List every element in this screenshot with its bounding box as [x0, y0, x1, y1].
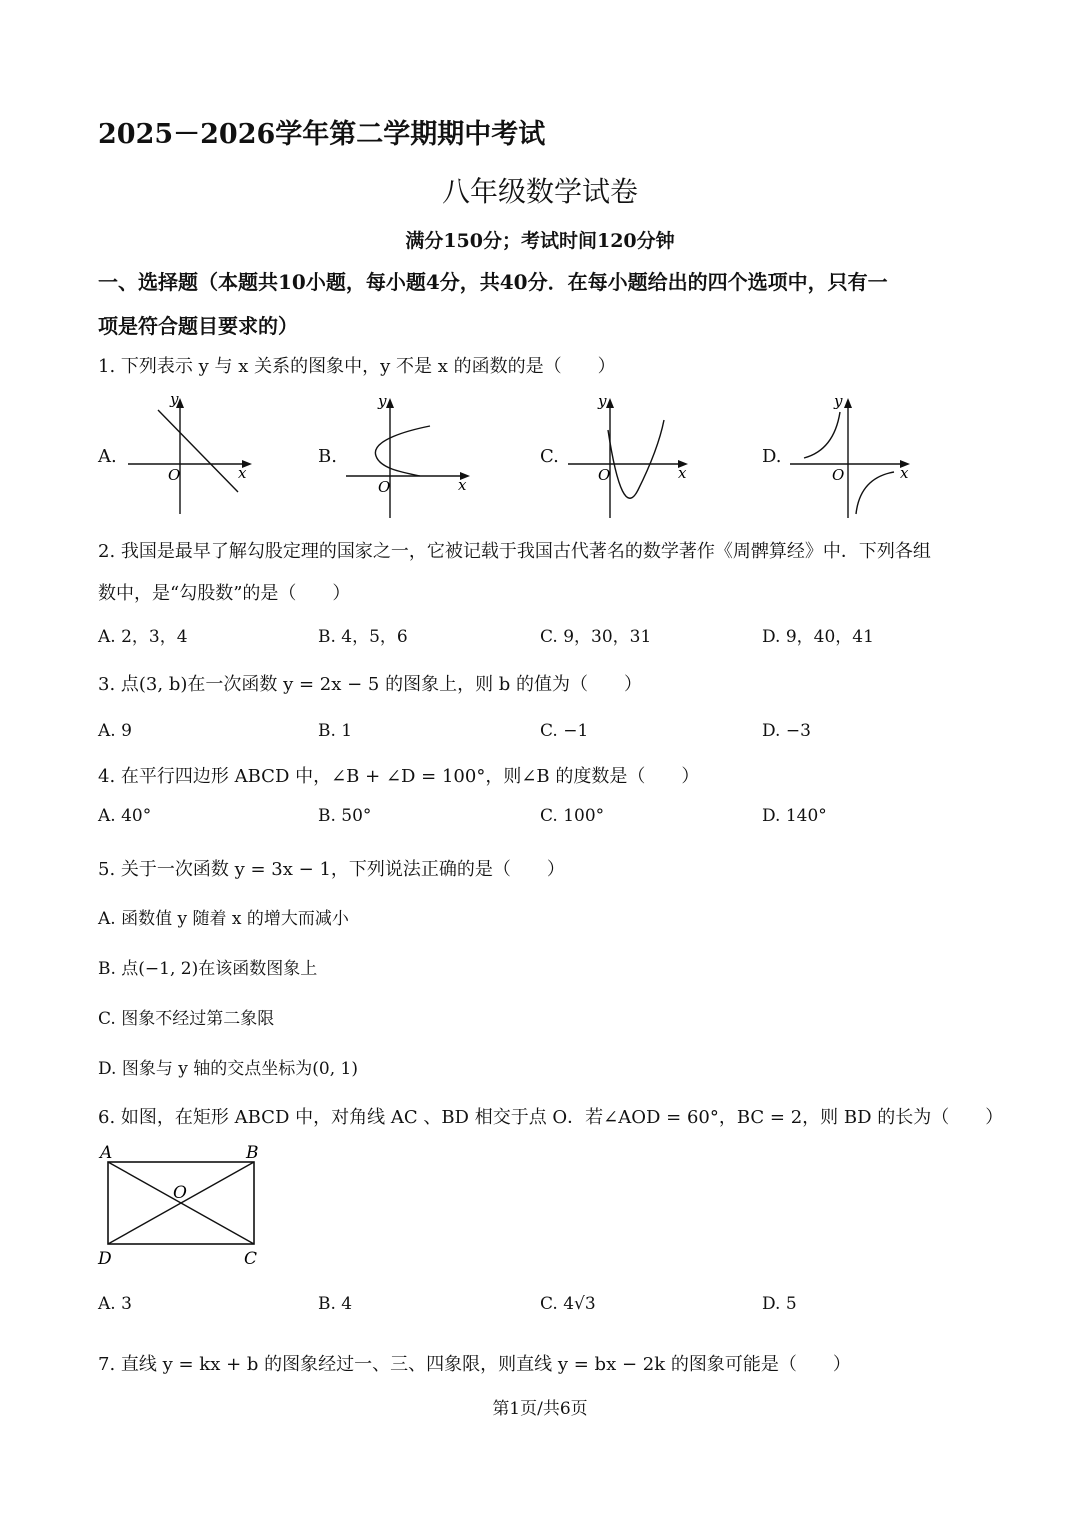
q6-option-a: A. 3	[98, 1294, 132, 1314]
q1-graph-c	[562, 390, 702, 522]
q3-option-c: C. −1	[540, 721, 589, 741]
origin-label: O	[378, 478, 391, 496]
vertex-d-label: D	[98, 1249, 112, 1269]
q4-option-b: B. 50°	[318, 806, 372, 826]
question-2-line1: 2. 我国是最早了解勾股定理的国家之一，它被记载于我国古代著名的数学著作《周髀算经》中．下列各组	[98, 541, 931, 562]
q5-option-c: C. 图象不经过第二象限	[98, 1009, 275, 1029]
q5-option-d: D. 图象与 y 轴的交点坐标为(0, 1)	[98, 1059, 358, 1079]
axis-y-label: y	[598, 392, 607, 410]
q1-option-b-label: B.	[318, 446, 337, 467]
q1-option-c-label: C.	[540, 446, 559, 467]
axis-x-label: x	[238, 464, 247, 482]
q6-option-d: D. 5	[762, 1294, 797, 1314]
score-line: 满分150分；考试时间120分钟	[405, 230, 675, 252]
question-5-text: 5. 关于一次函数 y = 3x − 1，下列说法正确的是（ ）	[98, 859, 565, 880]
q1-graph-a	[120, 390, 260, 522]
question-4-text: 4. 在平行四边形 ABCD 中，∠B + ∠D = 100°，则∠B 的度数是（ ）	[98, 766, 700, 787]
vertex-a-label: A	[100, 1143, 113, 1163]
axis-x-label: x	[900, 464, 909, 482]
q2-option-d: D. 9，40，41	[762, 627, 874, 647]
axis-x-label: x	[458, 476, 467, 494]
q1-option-a-label: A.	[98, 446, 117, 467]
axis-y-label: y	[170, 390, 179, 408]
origin-label: O	[598, 466, 611, 484]
q4-option-a: A. 40°	[98, 806, 152, 826]
page-number: 第1页/共6页	[492, 1399, 588, 1419]
q6-rectangle-figure	[96, 1140, 274, 1270]
question-7-text: 7. 直线 y = kx + b 的图象经过一、三、四象限，则直线 y = bx − 2k 的图象可能是（ ）	[98, 1354, 851, 1375]
section-title-line1: 一、选择题（本题共10小题，每小题4分，共40分．在每小题给出的四个选项中，只有一	[98, 270, 888, 294]
q1-graph-d	[784, 390, 924, 522]
q6-option-b: B. 4	[318, 1294, 353, 1314]
q3-option-d: D. −3	[762, 721, 811, 741]
axis-y-label: y	[834, 392, 843, 410]
exam-title: 2025－2026学年第二学期期中考试	[98, 119, 546, 150]
origin-label: O	[168, 466, 181, 484]
axis-x-label: x	[678, 464, 687, 482]
q3-option-b: B. 1	[318, 721, 353, 741]
question-6-text: 6. 如图，在矩形 ABCD 中，对角线 AC 、BD 相交于点 O．若∠AOD = 60°，BC = 2，则 BD 的长为（ ）	[98, 1107, 1004, 1128]
q4-option-c: C. 100°	[540, 806, 605, 826]
vertex-b-label: B	[246, 1143, 259, 1163]
origin-label: O	[832, 466, 845, 484]
q4-option-d: D. 140°	[762, 806, 827, 826]
q1-option-d-label: D.	[762, 446, 782, 467]
axis-y-label: y	[378, 392, 387, 410]
section-title-line2: 项是符合题目要求的）	[98, 314, 298, 338]
q5-option-b: B. 点(−1, 2)在该函数图象上	[98, 959, 318, 979]
question-3-text: 3. 点(3, b)在一次函数 y = 2x − 5 的图象上，则 b 的值为（ ）	[98, 674, 643, 695]
q1-graph-b	[340, 390, 480, 522]
q6-option-c: C. 4√3	[540, 1294, 596, 1314]
subject-title: 八年级数学试卷	[441, 175, 638, 208]
q2-option-b: B. 4，5，6	[318, 627, 408, 647]
question-2-line2: 数中，是“勾股数”的是（ ）	[98, 583, 351, 604]
q3-option-a: A. 9	[98, 721, 132, 741]
q2-option-c: C. 9，30，31	[540, 627, 652, 647]
q5-option-a: A. 函数值 y 随着 x 的增大而减小	[98, 909, 349, 929]
center-o-label: O	[173, 1183, 187, 1203]
vertex-c-label: C	[244, 1249, 258, 1269]
question-1-text: 1. 下列表示 y 与 x 关系的图象中，y 不是 x 的函数的是（ ）	[98, 356, 616, 377]
q2-option-a: A. 2，3，4	[98, 627, 188, 647]
